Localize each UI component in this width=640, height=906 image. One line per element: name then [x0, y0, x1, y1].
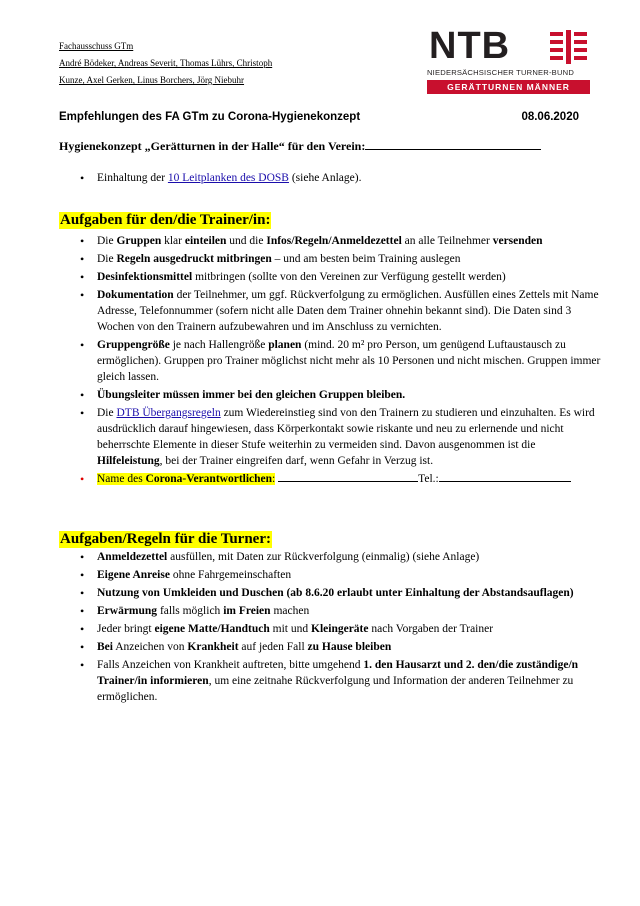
document-date: 08.06.2020: [521, 111, 579, 123]
document-title: [59, 111, 579, 123]
intro-list: [59, 170, 599, 191]
list-item: • Die Gruppen klar einteilen und die Infos/Regeln/Anmeldezettel an alle Teilnehmer versenden: [59, 233, 603, 249]
author-header: [59, 38, 272, 89]
logo-banner: GERÄTTURNEN MÄNNER: [427, 80, 590, 94]
author-list-line2: Kunze, Axel Gerken, Linus Borchers, Jörg Niebuhr: [59, 75, 245, 85]
list-item: • Falls Anzeichen von Krankheit auftreten, bitte umgehend 1. den Hausarzt und 2. den/die zuständige/n Trainer/in informieren, um eine zeitnahe Rückverfolgung und Information der anderen Teilnehmer zu ermöglichen.: [59, 657, 603, 705]
ntb-logo: [423, 26, 593, 96]
list-item: • Gruppengröße je nach Hallengröße planen (mind. 20 m² pro Person, um genügend Luftaustausch zu ermöglichen). Gruppen pro Trainer möglichst nicht mehr als 10 Personen und nicht mischen. Gruppen immer gleich lassen.: [59, 337, 603, 385]
ntb-emblem-icon: [550, 30, 588, 64]
list-item: • Bei Anzeichen von Krankheit auf jeden Fall zu Hause bleiben: [59, 639, 603, 655]
committee-name: Fachausschuss GTm: [59, 41, 134, 51]
list-item: • Desinfektionsmittel mitbringen (sollte von den Vereinen zur Verfügung gestellt werden): [59, 269, 603, 285]
list-item: • Übungsleiter müssen immer bei den gleichen Gruppen bleiben.: [59, 387, 603, 403]
list-item: • Einhaltung der 10 Leitplanken des DOSB (siehe Anlage).: [59, 170, 599, 186]
turner-rules-list: [59, 549, 603, 707]
trainer-section-heading: Aufgaben für den/die Trainer/in:: [60, 212, 271, 228]
concept-label: Hygienekonzept „Gerätturnen in der Halle“ für den Verein:: [59, 139, 366, 153]
list-item: • Eigene Anreise ohne Fahrgemeinschaften: [59, 567, 603, 583]
turner-section-heading: Aufgaben/Regeln für die Turner:: [60, 531, 271, 547]
logo-subtitle: NIEDERSÄCHSISCHER TURNER-BUND: [427, 68, 575, 77]
phone-number-blank[interactable]: [439, 471, 571, 482]
corona-officer-name-blank[interactable]: [278, 471, 418, 482]
list-item: • Die DTB Übergangsregeln zum Wiedereinstieg sind von den Trainern zu studieren und einzuhalten. Es wird ausdrücklich darauf hingewiesen, dass Körperkontakt sowie riskante und neu zu erlernende und nicht beherrschte Elemente in dieser Stufe weiterhin zu vermeiden sind. Davon ausgenommen ist die Hilfeleistung, bei der Trainer eingreifen darf, wenn Gefahr in Verzug ist.: [59, 405, 603, 469]
list-item: • Nutzung von Umkleiden und Duschen (ab 8.6.20 erlaubt unter Einhaltung der Abstandsauflagen): [59, 585, 603, 601]
logo-letters: NTB: [429, 25, 511, 67]
club-name-blank[interactable]: [365, 138, 541, 150]
list-item: • Anmeldezettel ausfüllen, mit Daten zur Rückverfolgung (einmalig) (siehe Anlage): [59, 549, 603, 565]
list-item: • Die Regeln ausgedruckt mitbringen – und am besten beim Training auslegen: [59, 251, 603, 267]
title-text: Empfehlungen des FA GTm zu Corona-Hygienekonzept: [59, 111, 361, 123]
list-item: • Dokumentation der Teilnehmer, um ggf. Rückverfolgung zu ermöglichen. Ausfüllen eines Zettels mit Name Adresse, Telefonnummer (sofern nicht alle Daten dem Trainer ohnehin bekannt sind). Die Daten sind 3 Wochen von den Trainern aufzubewahren und im Anschluss zu vernichten.: [59, 287, 603, 335]
author-list-line1: André Bödeker, Andreas Severit, Thomas Lührs, Christoph: [59, 58, 273, 68]
trainer-task-list: [59, 233, 603, 489]
list-item: • Erwärmung falls möglich im Freien machen: [59, 603, 603, 619]
dtb-transition-rules-link[interactable]: DTB Übergangsregeln: [116, 407, 221, 419]
concept-line: [59, 138, 541, 154]
phone-label: Tel.:: [418, 473, 439, 485]
list-item-corona-officer: [59, 471, 603, 487]
corona-officer-label: Name des Corona-Verantwortlichen:: [97, 473, 276, 485]
list-item: • Jeder bringt eigene Matte/Handtuch mit und Kleingeräte nach Vorgaben der Trainer: [59, 621, 603, 637]
dosb-guidelines-link[interactable]: 10 Leitplanken des DOSB: [167, 172, 289, 184]
